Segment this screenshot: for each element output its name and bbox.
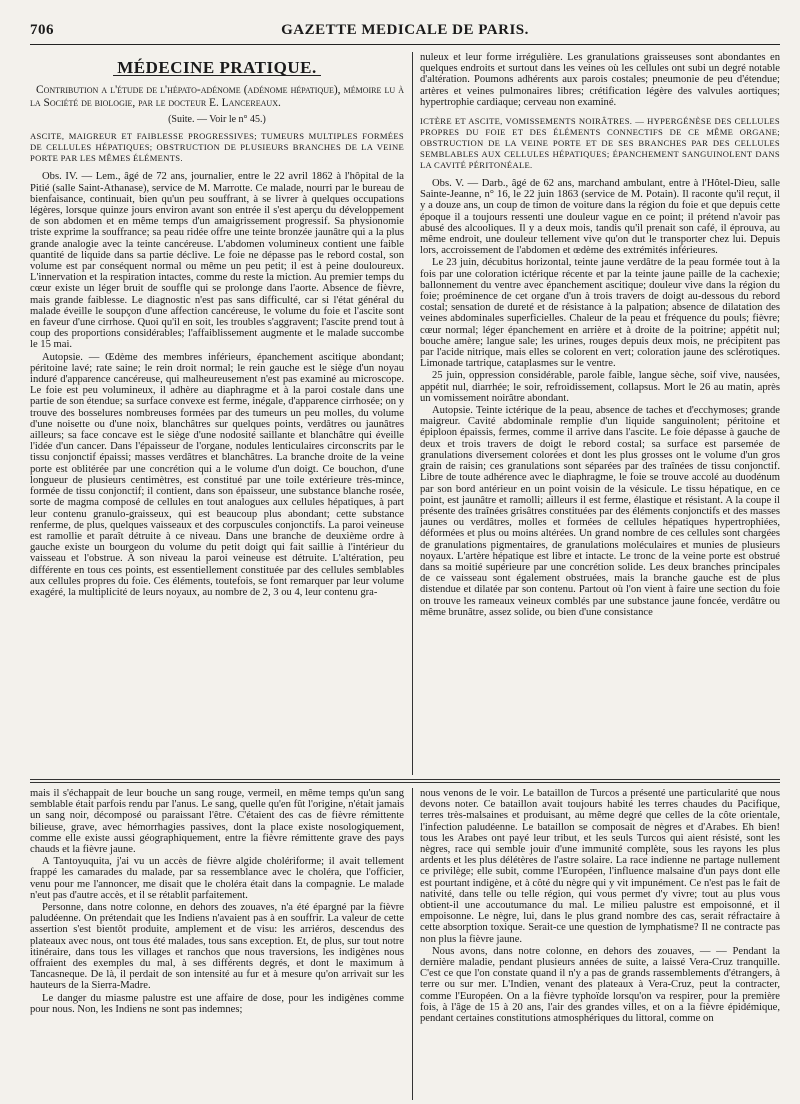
observation-paragraph: Obs. V. — Darb., âgé de 62 ans, marchand ambulant, entre à l'Hôtel-Dieu, salle Sainte-Jeanne, n° 16, le 22 juin 1863 (service de M. Potain). Il raconte qu'il reçut, il y a douze ans, un coup de timon de voiture dans la région du foie et que depuis cette époque il a toujours ressenti une douleur vague en ce point; il prétend n'avoir pas abusé des alcooliques. Il y a deux mois, tandis qu'il prenait son café, il éprouva, au même endroit, une douleur tellement vive qu'on dut le transporter chez lui. Depuis lors, accroissement de l'abdomen et œdème des extrémités inférieures. — [420, 178, 780, 257]
page-number: 706 — [30, 22, 54, 38]
page-header — [30, 20, 780, 45]
journal-title: GAZETTE MEDICALE DE PARIS. — [281, 22, 529, 38]
contribution-heading: Contribution a l'étude de l'hépato-adénome (adénome hépatique), mémoire lu à la Société de biologie, par le docteur E. Lancereaux. — [30, 84, 404, 110]
suite-note: (Suite. — Voir le n° 45.) — [168, 114, 266, 126]
bottom-section — [30, 788, 780, 1100]
column-divider — [412, 788, 413, 1100]
autopsy-paragraph: Autopsie. Teinte ictérique de la peau, absence de taches et d'ecchymoses; grande maigreur. Cavité abdominale remplie d'un liquide sanguinolent; péritoine et épiploon épaissis, fermes, comme il arrive dans l'ascite. Le foie dépasse à gauche de deux et trois travers de doigt le rebord costal; sa surface est parsemée de granulations diversement colorées et dont les plus grosses ont le volume d'un gros grain de raisin; ces granulations sont séparées par des traînées de tissu conjonctif. Libre de toute adhérence avec le diaphragme, le foie se trouve accolé au duodénum par son bord antérieur en un point voisin de la vésicule. Le tissu hépatique, en ce point, est jaunâtre et ramolli; ailleurs il est ferme, élastique et résistant. A la coupe il présente des traînées grisâtres constituées par des éléments conjonctifs et des masses jaunes ou verdâtres, molles et formées de cellules hépatiques hypertrophiées, déformées et plus ou moins altérées. Un grand nombre de ces cellules sont chargées de granulations pigmentaires, de granulations moléculaires et munies de plusieurs noyaux. L'artère hépatique est libre et intacte. Le tronc de la veine porte est obstrué dans sa moitié supérieure par une concrétion solide. Les deux branches principales de ce vaisseau sont également obstruées, mais la branche gauche est de plus distendue et dilatée par son contenu. Partout où l'on vient à faire une section du foie on trouve les rameaux veineux comblés par une substance jaune foncée, verdâtre ou même brunâtre, assez solide, ou bien d'une consistance — [420, 405, 780, 618]
text-paragraph: Nous avons, dans notre colonne, en dehors des zouaves, — — Pendant la dernière maladie, pendant plusieurs années de suite, a laissé Vera-Cruz tranquille. C'est ce que l'on constate quand il n'y a pas de grands rassemblements d'étrangers, à terre ou sur mer. L'Indien, venant des plateaux à Vera-Cruz, peut la contracter, comme l'Européen. On a la fièvre typhoïde lorsqu'on va respirer, pour la première fois, à l'âge de 15 à 20 ans, l'air des grandes villes, et on a la fièvre épidémique, pendant certaines constitutions atmosphériques du littoral, comme on — [420, 945, 780, 1025]
autopsy-paragraph: Autopsie. — Œdème des membres inférieurs, épanchement ascitique abondant; péritoine lavé; rate saine; le rein droit normal; le rein gauche est le siège d'un noyau induré d'apparence cancéreuse, qui malheureusement n'est pas examiné au microscope. Le foie est peu volumineux, il adhère au diaphragme et à la paroi costale dans une partie de son étendue; sa surface convexe est ferme, inégale, d'apparence cirrhosée; on y trouve des bosselures nombreuses formées par des tumeurs un peu molles, du volume d'une noisette ou d'une noix, blanchâtres sur quelques points, verdâtres ou jaunâtres ailleurs; sa face concave est le siège d'une nodosité saillante et blanchâtre qui éveille l'idée d'un cancer. Dans l'épaisseur de l'organe, nodules lenticulaires circonscrits par le tissu conjonctif épaissi; masses verdâtres et blanchâtres. La branche droite de la veine porte est oblitérée par une concrétion qui a le volume d'un doigt. Ce bouchon, d'une longueur de plusieurs centimètres, est constitué par une toile extérieure très-mince, formée de tissu conjonctif; il contient, dans son épaisseur, une substance blanche rosée, sorte de magma composé de cellules en tout analogues aux cellules hépatiques, à part leur contenu granulo-graisseux, qui est beaucoup plus abondant; cette substance renferme, de plus, quelques vaisseaux et des corpuscules conjonctifs. La paroi veineuse est ramollie et paraît détruite à ce niveau. Dans une branche de deuxième ordre à gauche existe un bourgeon du volume du petit doigt qui fait saillie à l'intérieur du vaisseau et l'obstrue. A son niveau la paroi veineuse est détruite. L'altération, peu différente en tous ces points, est essentiellement constituée par des cellules semblables aux cellules propres du foie. Ces éléments, toutefois, se font remarquer par leur volume exagéré, la multiplicité de leurs noyaux, au nombre de 2, 3 ou 4, leur contenu gra- — [30, 351, 404, 598]
column-divider — [412, 52, 413, 775]
section-title: MÉDECINE PRATIQUE. — [30, 62, 404, 76]
clinical-paragraph: 25 juin, oppression considérable, parole faible, langue sèche, soif vive, nausées, appétit nul, diarrhée; le soir, refroidissement, collapsus. Mort le 26 au matin, après un vomissement noirâtre abondant. — [420, 370, 780, 404]
case-summary: ASCITE, MAIGREUR ET FAIBLESSE PROGRESSIVES; TUMEURS MULTIPLES FORMÉES DE CELLULES HÉPATIQUES; OBSTRUCTION DE PLUSIEURS BRANCHES DE LA VEINE PORTE PAR LES MÊMES ÉLÉMENTS. — [30, 131, 404, 164]
observation-paragraph: Obs. IV. — Lem., âgé de 72 ans, journalier, entre le 22 avril 1862 à l'hôpital de la Pitié (salle Saint-Athanase), service de M. Marrotte. Ce malade, nourri par le bureau de bienfaisance, continuait, bien qu'un peu souffrant, à se livrer à quelques occupations légères, lorsque quinze jours environ avant son entrée il s'est aperçu du développement de son abdomen et en même temps d'un amaigrissement progressif. Sa physionomie triste exprime la souffrance; sa peau ridée offre une teinte bronzée jaunâtre qui a la plus grande analogie avec la teinte cancéreuse. L'abdomen volumineux contient une faible quantité de liquide dans sa partie déclive. Le foie ne dépasse pas le rebord costal, son volume est par conséquent normal ou même un peu petit; il est à peine douloureux. L'innervation et la respiration intactes, comme du reste la miction. Au premier temps du cœur existe un léger bruit de souffle qui se prolonge dans l'aorte. Absence de fièvre, mais grande faiblesse. Le diagnostic n'est pas sans difficulté, car si l'état général du malade éveille le soupçon d'une affection cancéreuse, le volume du foie et l'ascite sont en faveur d'une cirrhose. Quoi qu'il en soit, les troubles s'aggravent; l'ascite prend tout à coup des proportions considérables; l'affaiblissement augmente et le malade succombe le 15 mai. — [30, 171, 404, 351]
clinical-paragraph: Le 23 juin, décubitus horizontal, teinte jaune verdâtre de la peau formée tout à la fois par une coloration ictérique récente et par la teinte jaune paille de la cachexie; ballonnement du ventre avec épanchement ascitique; douleur vive dans la région du foie; proéminence de cet organe d'un à trois travers de doigt au-dessous du rebord costal; sensation de dureté et de résistance à la palpation; absence de dilatation des veines abdominales superficielles. Chaleur de la peau et fréquence du pouls; fièvre; cœur normal; léger épanchement en arrière et à droite de la poitrine; appétit nul; bouche amère; langue sale; les urines, rouges depuis deux mois, ne précipitent pas par l'acide nitrique, mais elles se colorent en vert; coloration jaune des sclérotiques. Limonade tartrique, cataplasmes sur le ventre. — [420, 257, 780, 370]
bottom-right-column — [420, 788, 780, 1100]
bottom-left-column — [30, 788, 404, 1100]
text-paragraph: mais il s'échappait de leur bouche un sang rouge, vermeil, en même temps qu'un sang semblable était parfois rendu par l'anus. Le sang, quelle qu'en fût l'origine, n'était jamais un sang noir, décomposé ou paraissant l'être. C'étaient des cas de fièvre rémittente bilieuse, grave, avec hémorrhagies passives, dont la place existe nosologiquement, comme elle existe aussi géographiquement, entre la fièvre rémittente grave des pays chauds et la fièvre jaune. — [30, 788, 404, 856]
text-paragraph: A Tantoyuquita, j'ai vu un accès de fièvre algide cholériforme; il avait tellement frappé les camarades du malade, par sa ressemblance avec le choléra, que l'officier, venu pour me l'annoncer, me disait que le choléra était dans la compagnie. Le malade n'eut pas d'autre accès, et il se rétablit parfaitement. — [30, 856, 404, 901]
top-left-column — [30, 52, 404, 775]
case-summary: ICTÈRE ET ASCITE, VOMISSEMENTS NOIRÂTRES. — HYPERGÉNÈSE DES CELLULES PROPRES DU FOIE ET DES ÉLÉMENTS CONNECTIFS DE CE MÊME ORGANE; OBSTRUCTION DE LA VEINE PORTE ET DE SES BRANCHES PAR DES CELLULES SEMBLABLES AUX CELLULES HÉPATIQUES; ÉPANCHEMENT SANGUINOLENT DANS LA CAVITÉ PÉRITONÉALE. — [420, 116, 780, 171]
text-paragraph: Le danger du miasme palustre est une affaire de dose, pour les indigènes comme pour nous. Non, les Indiens ne sont pas indemnes; — [30, 992, 404, 1015]
text-paragraph: Personne, dans notre colonne, en dehors des zouaves, n'a été épargné par la fièvre paludéenne. On prétendait que les Indiens n'avaient pas à en souffrir. La valeur de cette assertion s'est bientôt produite, amplement et de visu: les arriéros, descendus des plateaux avec nous, ont tous été malades, tous sans exception. Et, de plus, sur tout notre itinéraire, dans tous les villages et ranchos que nous traversions, les indigènes nous offraient des exemples du mal, à ses différents degrés, et dont le maximum à Tancasneque. De là, il perdait de son intensité au fur et à mesure qu'on arrivait sur les hauteurs de la Sierra-Madre. — [30, 902, 404, 992]
top-section — [30, 52, 780, 775]
text-paragraph: nous venons de le voir. Le bataillon de Turcos a présenté une particularité que nous devons noter. Ce bataillon avait toujours habité les terres chaudes du Pacifique, terres très-malsaines et produisant, au même degré que celles de la côte orientale, l'infection paludéenne. Le bataillon se composait de nègres et d'Arabes. Eh bien! tous les Arabes ont payé leur tribut, et les seuls Turcos qui aient résisté, sont les nègres, race qui semble jouir d'une immunité complète, sous les rayons les plus ardents et les plus délétères de l'astre solaire. La race indienne ne partage nullement ce privilège; elle subit, comme l'Européen, l'influence malsaine d'un pays dont elle est pourtant indigène, et à côté du nègre qui y vit impunément. Ce n'est pas le fait de nativité, dans telle ou telle région, qui vous permet d'y vivre; tout au plus vous obtient-il une accoutumance du mal. Le milieu palustre est empoisonné, et il empoisonne. Le nègre, lui, dans le plus grand nombre des cas, serait réfractaire à cette absorption toxique. Serait-ce une question de lymphatisme? Il ne contracte pas non plus la fièvre jaune. — [420, 788, 780, 945]
section-divider — [30, 779, 780, 783]
continued-paragraph: nuleux et leur forme irrégulière. Les granulations graisseuses sont abondantes en quelques endroits et surtout dans les veines où les cellules ont subi un degré notable d'altération. Poumons adhérents aux parois costales; pneumonie de peu d'étendue; artères et veines pulmonaires libres; crétification légère des valvules aortiques; hypertrophie cardiaque; cerveau non examiné. — [420, 52, 780, 108]
top-right-column — [420, 52, 780, 775]
